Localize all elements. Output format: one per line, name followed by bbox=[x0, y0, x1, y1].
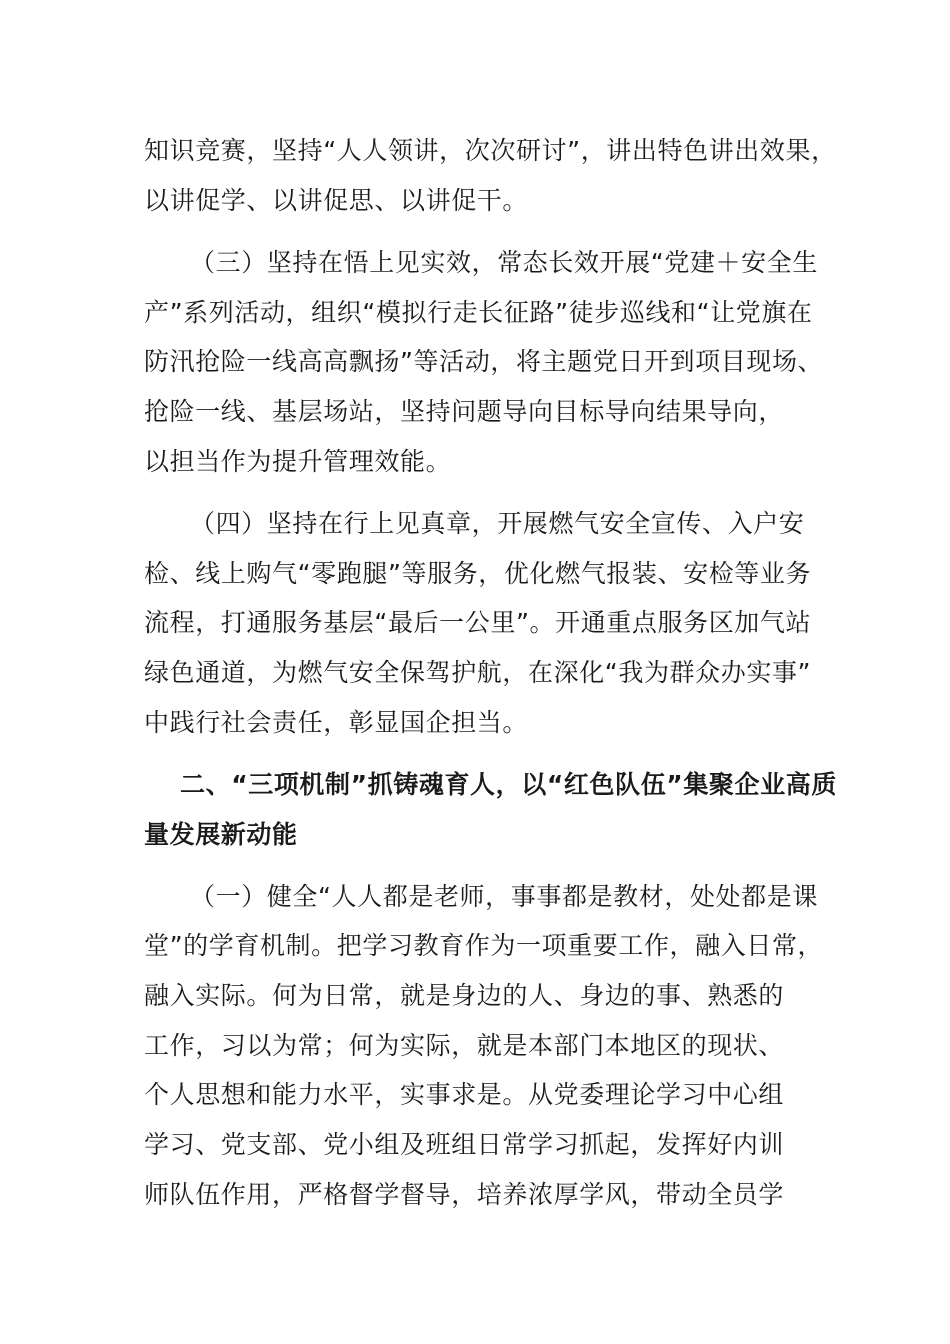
body-text-line: 师队伍作用，严格督学督导，培养浓厚学风，带动全员学 bbox=[144, 1180, 785, 1209]
section-heading-continued: 量发展新动能 bbox=[144, 820, 298, 849]
body-text-line: 绿色通道，为燃气安全保驾护航，在深化“我为群众办实事” bbox=[144, 658, 812, 687]
body-text-line: 个人思想和能力水平，实事求是。从党委理论学习中心组 bbox=[144, 1080, 785, 1109]
body-text-line: 检、线上购气“零跑腿”等服务，优化燃气报装、安检等业务 bbox=[144, 559, 812, 588]
paragraph-start-line: （四）坚持在行上见真章，开展燃气安全宣传、入户安 bbox=[190, 509, 805, 538]
body-text-line: 工作，习以为常；何为实际，就是本部门本地区的现状、 bbox=[144, 1031, 785, 1060]
body-text-line: 学习、党支部、党小组及班组日常学习抓起，发挥好内训 bbox=[144, 1130, 785, 1159]
body-text-line: 抢险一线、基层场站，坚持问题导向目标导向结果导向， bbox=[144, 397, 785, 426]
body-text-line: 防汛抢险一线高高飘扬”等活动，将主题党日开到项目现场、 bbox=[144, 347, 824, 376]
paragraph-start-line: （三）坚持在悟上见实效，常态长效开展“党建＋安全生 bbox=[190, 248, 818, 277]
body-text-line: 流程，打通服务基层“最后一公里”。开通重点服务区加气站 bbox=[144, 608, 812, 637]
body-text-line: 产”系列活动，组织“模拟行走长征路”徒步巡线和“让党旗在 bbox=[144, 298, 813, 327]
body-text-line: 中践行社会责任，彰显国企担当。 bbox=[144, 708, 529, 737]
body-text-line: 知识竞赛，坚持“人人领讲，次次研讨”，讲出特色讲出效果， bbox=[144, 136, 837, 165]
body-text-line: 堂”的学育机制。把学习教育作为一项重要工作，融入日常， bbox=[144, 931, 824, 960]
body-text-line: 融入实际。何为日常，就是身边的人、身边的事、熟悉的 bbox=[144, 981, 785, 1010]
paragraph-start-line: （一）健全“人人都是老师，事事都是教材，处处都是课 bbox=[190, 882, 818, 911]
section-heading: 二、“三项机制”抓铸魂育人，以“红色队伍”集聚企业高质 bbox=[180, 770, 837, 799]
body-text-line: 以讲促学、以讲促思、以讲促干。 bbox=[144, 186, 529, 215]
body-text-line: 以担当作为提升管理效能。 bbox=[144, 447, 452, 476]
